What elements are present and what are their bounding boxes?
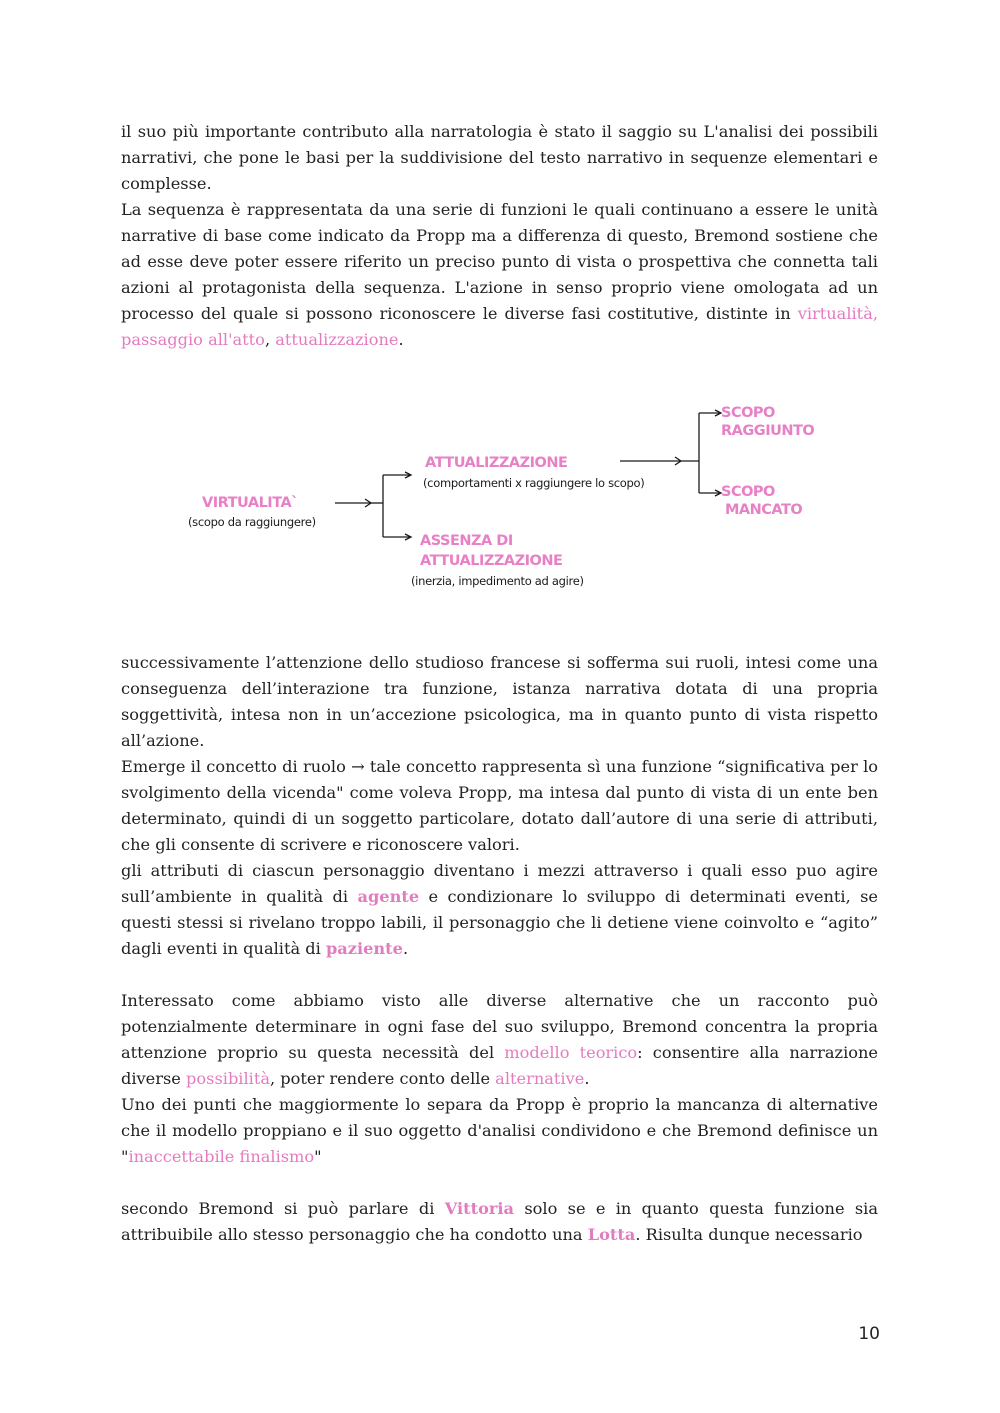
text-run: successivamente l’attenzione dello studioso francese si sofferma sui ruoli, intesi come una conseguenza dell’interazione tra funzione, istanza narrativa dotata di una propria soggettività, intesa non in un’accezione psicologica, ma in quanto punto di vista rispetto all’azione. — [121, 653, 878, 750]
text-run: Interessato come abbiamo visto alle diverse alternative che un racconto può potenzialmente determinare in ogni fase del suo sviluppo, Bremond concentra la propria attenzione proprio su questa necessità del — [121, 991, 878, 1062]
label-virtualita: VIRTUALITA` — [202, 495, 298, 511]
diagram-connectors — [335, 410, 721, 540]
paragraph-p2 — [121, 197, 878, 353]
highlighted-term: Lotta — [587, 1225, 636, 1244]
highlighted-term: possibilità — [186, 1069, 270, 1088]
paragraph-p3 — [121, 650, 878, 754]
highlighted-term: inaccettabile finalismo — [128, 1147, 315, 1166]
sequence-diagram — [180, 395, 830, 600]
text-block-bottom — [121, 650, 878, 1248]
text-run: , — [264, 330, 276, 349]
text-run: Uno dei punti che maggiormente lo separa da Propp è proprio la mancanza di alternative che il modello proppiano e il suo oggetto d'analisi condividono e che Bremond definisce un " — [121, 1095, 878, 1166]
label-scopo-raggiunto-1: SCOPO — [721, 405, 775, 421]
highlighted-term: virtualità, passaggio all'atto — [121, 304, 878, 349]
paragraph-p8 — [121, 1196, 878, 1248]
paragraph-p4 — [121, 754, 878, 858]
text-run: il suo più importante contributo alla narratologia è stato il saggio su L'analisi dei possibili narrativi, che pone le basi per la suddivisione del testo narrativo in sequenze elementari e complesse. — [121, 122, 878, 193]
highlighted-term: paziente — [325, 939, 403, 958]
text-run: " — [314, 1147, 322, 1166]
page-number: 10 — [858, 1324, 880, 1344]
note-assenza: (inerzia, impedimento ad agire) — [411, 574, 584, 588]
text-block-top — [121, 119, 878, 353]
text-run: . — [398, 330, 404, 349]
note-attualizzazione: (comportamenti x raggiungere lo scopo) — [423, 476, 645, 490]
paragraph-p7 — [121, 1092, 878, 1170]
label-scopo-mancato-1: SCOPO — [721, 484, 775, 500]
paragraph-p5 — [121, 858, 878, 962]
text-run: . — [584, 1069, 590, 1088]
text-run: La sequenza è rappresentata da una serie di funzioni le quali continuano a essere le unità narrative di base come indicato da Propp ma a differenza di questo, Bremond sostiene che ad esse deve poter essere riferito un preciso punto di vista o prospettiva che connetta tali azioni al protagonista della sequenza. L'azione in senso proprio viene omologata ad un processo del quale si possono riconoscere le diverse fasi costitutive, distinte in — [121, 200, 878, 323]
text-run: secondo Bremond si può parlare di — [121, 1199, 445, 1218]
highlighted-term: attualizzazione — [275, 330, 399, 349]
note-virtualita: (scopo da raggiungere) — [188, 515, 316, 529]
label-assenza-1: ASSENZA DI — [420, 533, 513, 549]
text-run: . — [402, 939, 409, 958]
highlighted-term: agente — [357, 887, 420, 906]
text-run: gli attributi di ciascun personaggio diventano i mezzi attraverso i quali esso puo agire sull’ambiente in qualità di — [121, 861, 878, 906]
paragraph-p1 — [121, 119, 878, 197]
highlighted-term: Vittoria — [444, 1199, 515, 1218]
label-scopo-raggiunto-2: RAGGIUNTO — [721, 423, 815, 439]
text-run: Emerge il concetto di ruolo → tale concetto rappresenta sì una funzione “significativa per lo svolgimento della vicenda" come voleva Propp, ma intesa dal punto di vista di un ente ben determinato, quindi di un soggetto particolare, dotato dall’autore di una serie di attributi, che gli consente di scrivere e riconoscere valori. — [121, 757, 878, 854]
label-scopo-mancato-2: MANCATO — [725, 502, 803, 518]
text-run: . Risulta dunque necessario — [635, 1225, 863, 1244]
label-attualizzazione: ATTUALIZZAZIONE — [425, 455, 568, 471]
text-run: solo se e in quanto questa funzione sia attribuibile allo stesso personaggio che ha condotto una — [121, 1199, 878, 1244]
highlighted-term: alternative — [495, 1069, 585, 1088]
text-run: : consentire alla narrazione diverse — [121, 1043, 878, 1088]
paragraph-p6 — [121, 988, 878, 1092]
text-run: , poter rendere conto delle — [270, 1069, 496, 1088]
highlighted-term: modello teorico — [504, 1043, 638, 1062]
paragraph-gap — [121, 1170, 878, 1196]
label-assenza-2: ATTUALIZZAZIONE — [420, 553, 563, 569]
paragraph-gap — [121, 962, 878, 988]
text-run: e condizionare lo sviluppo di determinati eventi, se questi stessi si rivelano troppo labili, il personaggio che li detiene viene coinvolto e “agito” dagli eventi in qualità di — [121, 887, 878, 958]
